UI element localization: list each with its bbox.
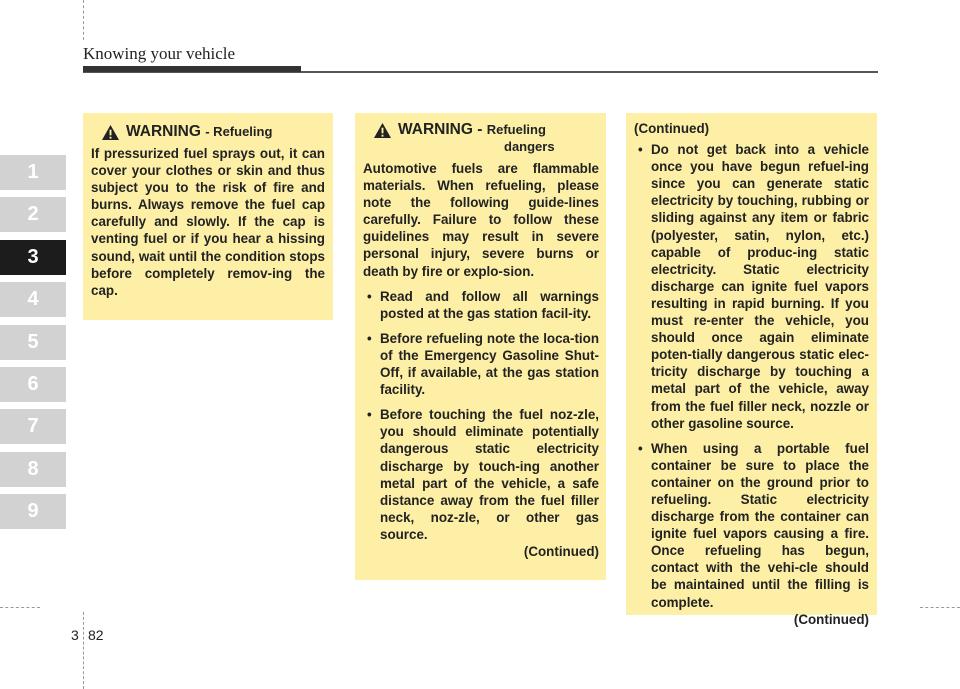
warning-heading [91, 123, 325, 141]
chapter-tab-6[interactable]: 6 [0, 367, 66, 402]
continued-label: (Continued) [523, 543, 599, 559]
header-rule-accent [83, 66, 301, 72]
chapter-tab-5[interactable]: 5 [0, 325, 66, 360]
chapter-tab-4[interactable]: 4 [0, 282, 66, 317]
list-item: • When using a portable fuel container be sure to place the container on the ground prior to refueling. Static electricity discharge from the container can ignite fuel vapors causing a fire. Once refueling has begun, contact with the vehi-cle should be maintained until the filling is complete. [634, 440, 869, 611]
list-item: • Do not get back into a vehicle once you have begun refuel-ing since you can generate static electricity by touching, rubbing or sliding against any item or fabric (polyester, satin, nylon, etc.) capable of produc-ing static electricity. Static electricity discharge can ignite fuel vapors resulting in rapid burning. If you must re-enter the vehicle, you should once again eliminate poten-tially dangerous static elec-tricity discharge by touching a metal part of the vehicle, away from the fuel filler neck, nozzle or other gasoline source. [634, 141, 869, 432]
chapter-tab-2[interactable]: 2 [0, 197, 66, 232]
crop-mark-right [920, 607, 960, 608]
chapter-tabs [0, 155, 66, 537]
warning-box-continued [626, 113, 877, 627]
warning-title: WARNING - Refueling [398, 121, 546, 138]
warning-subtitle-line2: dangers [504, 139, 555, 154]
chapter-tab-8[interactable]: 8 [0, 452, 66, 487]
list-item: • Before touching the fuel noz-zle, you should eliminate potentially dangerous static electricity discharge by touch-ing another metal part of the vehicle, a safe distance away from the fuel filler neck, noz-zle, or other gas source. [363, 406, 599, 543]
continued-label: (Continued) [793, 611, 869, 627]
crop-mark-bottom [83, 612, 84, 689]
chapter-tab-7[interactable]: 7 [0, 409, 66, 444]
continued-top-label: (Continued) [634, 121, 710, 136]
warning-heading [363, 121, 599, 139]
chapter-tab-3[interactable]: 3 [0, 240, 66, 275]
crop-mark-left [0, 607, 40, 608]
warning-text: If pressurized fuel sprays out, it can cover your clothes or skin and thus subject you to the risk of fire and burns. Always remove the fuel cap carefully and slowly. If the cap is venting fuel or if you hear a hissing sound, wait until the condition stops before completely remov-ing the cap. [91, 146, 325, 298]
running-header: Knowing your vehicle [83, 44, 236, 63]
list-item: • Before refueling note the loca-tion of the Emergency Gasoline Shut-Off, if available, at the gas station facility. [363, 330, 599, 398]
warning-triangle-icon [101, 124, 120, 141]
crop-mark-top [83, 0, 84, 40]
chapter-tab-9[interactable]: 9 [0, 494, 66, 529]
warning-triangle-icon [373, 122, 392, 139]
warning-bullet-list [363, 288, 599, 543]
page-number: 82 [88, 627, 104, 643]
warning-title: WARNING - Refueling [126, 123, 273, 140]
warning-box-refueling [83, 113, 333, 320]
chapter-tab-1[interactable]: 1 [0, 155, 66, 190]
warning-text: Automotive fuels are flammable materials. When refueling, please note the following guide-lines carefully. Failure to follow these guidelines may result in severe personal injury, severe burns or death by fire or explo-sion. [363, 161, 599, 279]
section-number: 3 [71, 627, 79, 643]
warning-bullet-list [634, 141, 869, 611]
list-item: • Read and follow all warnings posted at the gas station facil-ity. [363, 288, 599, 322]
warning-box-refueling-dangers [355, 113, 606, 580]
